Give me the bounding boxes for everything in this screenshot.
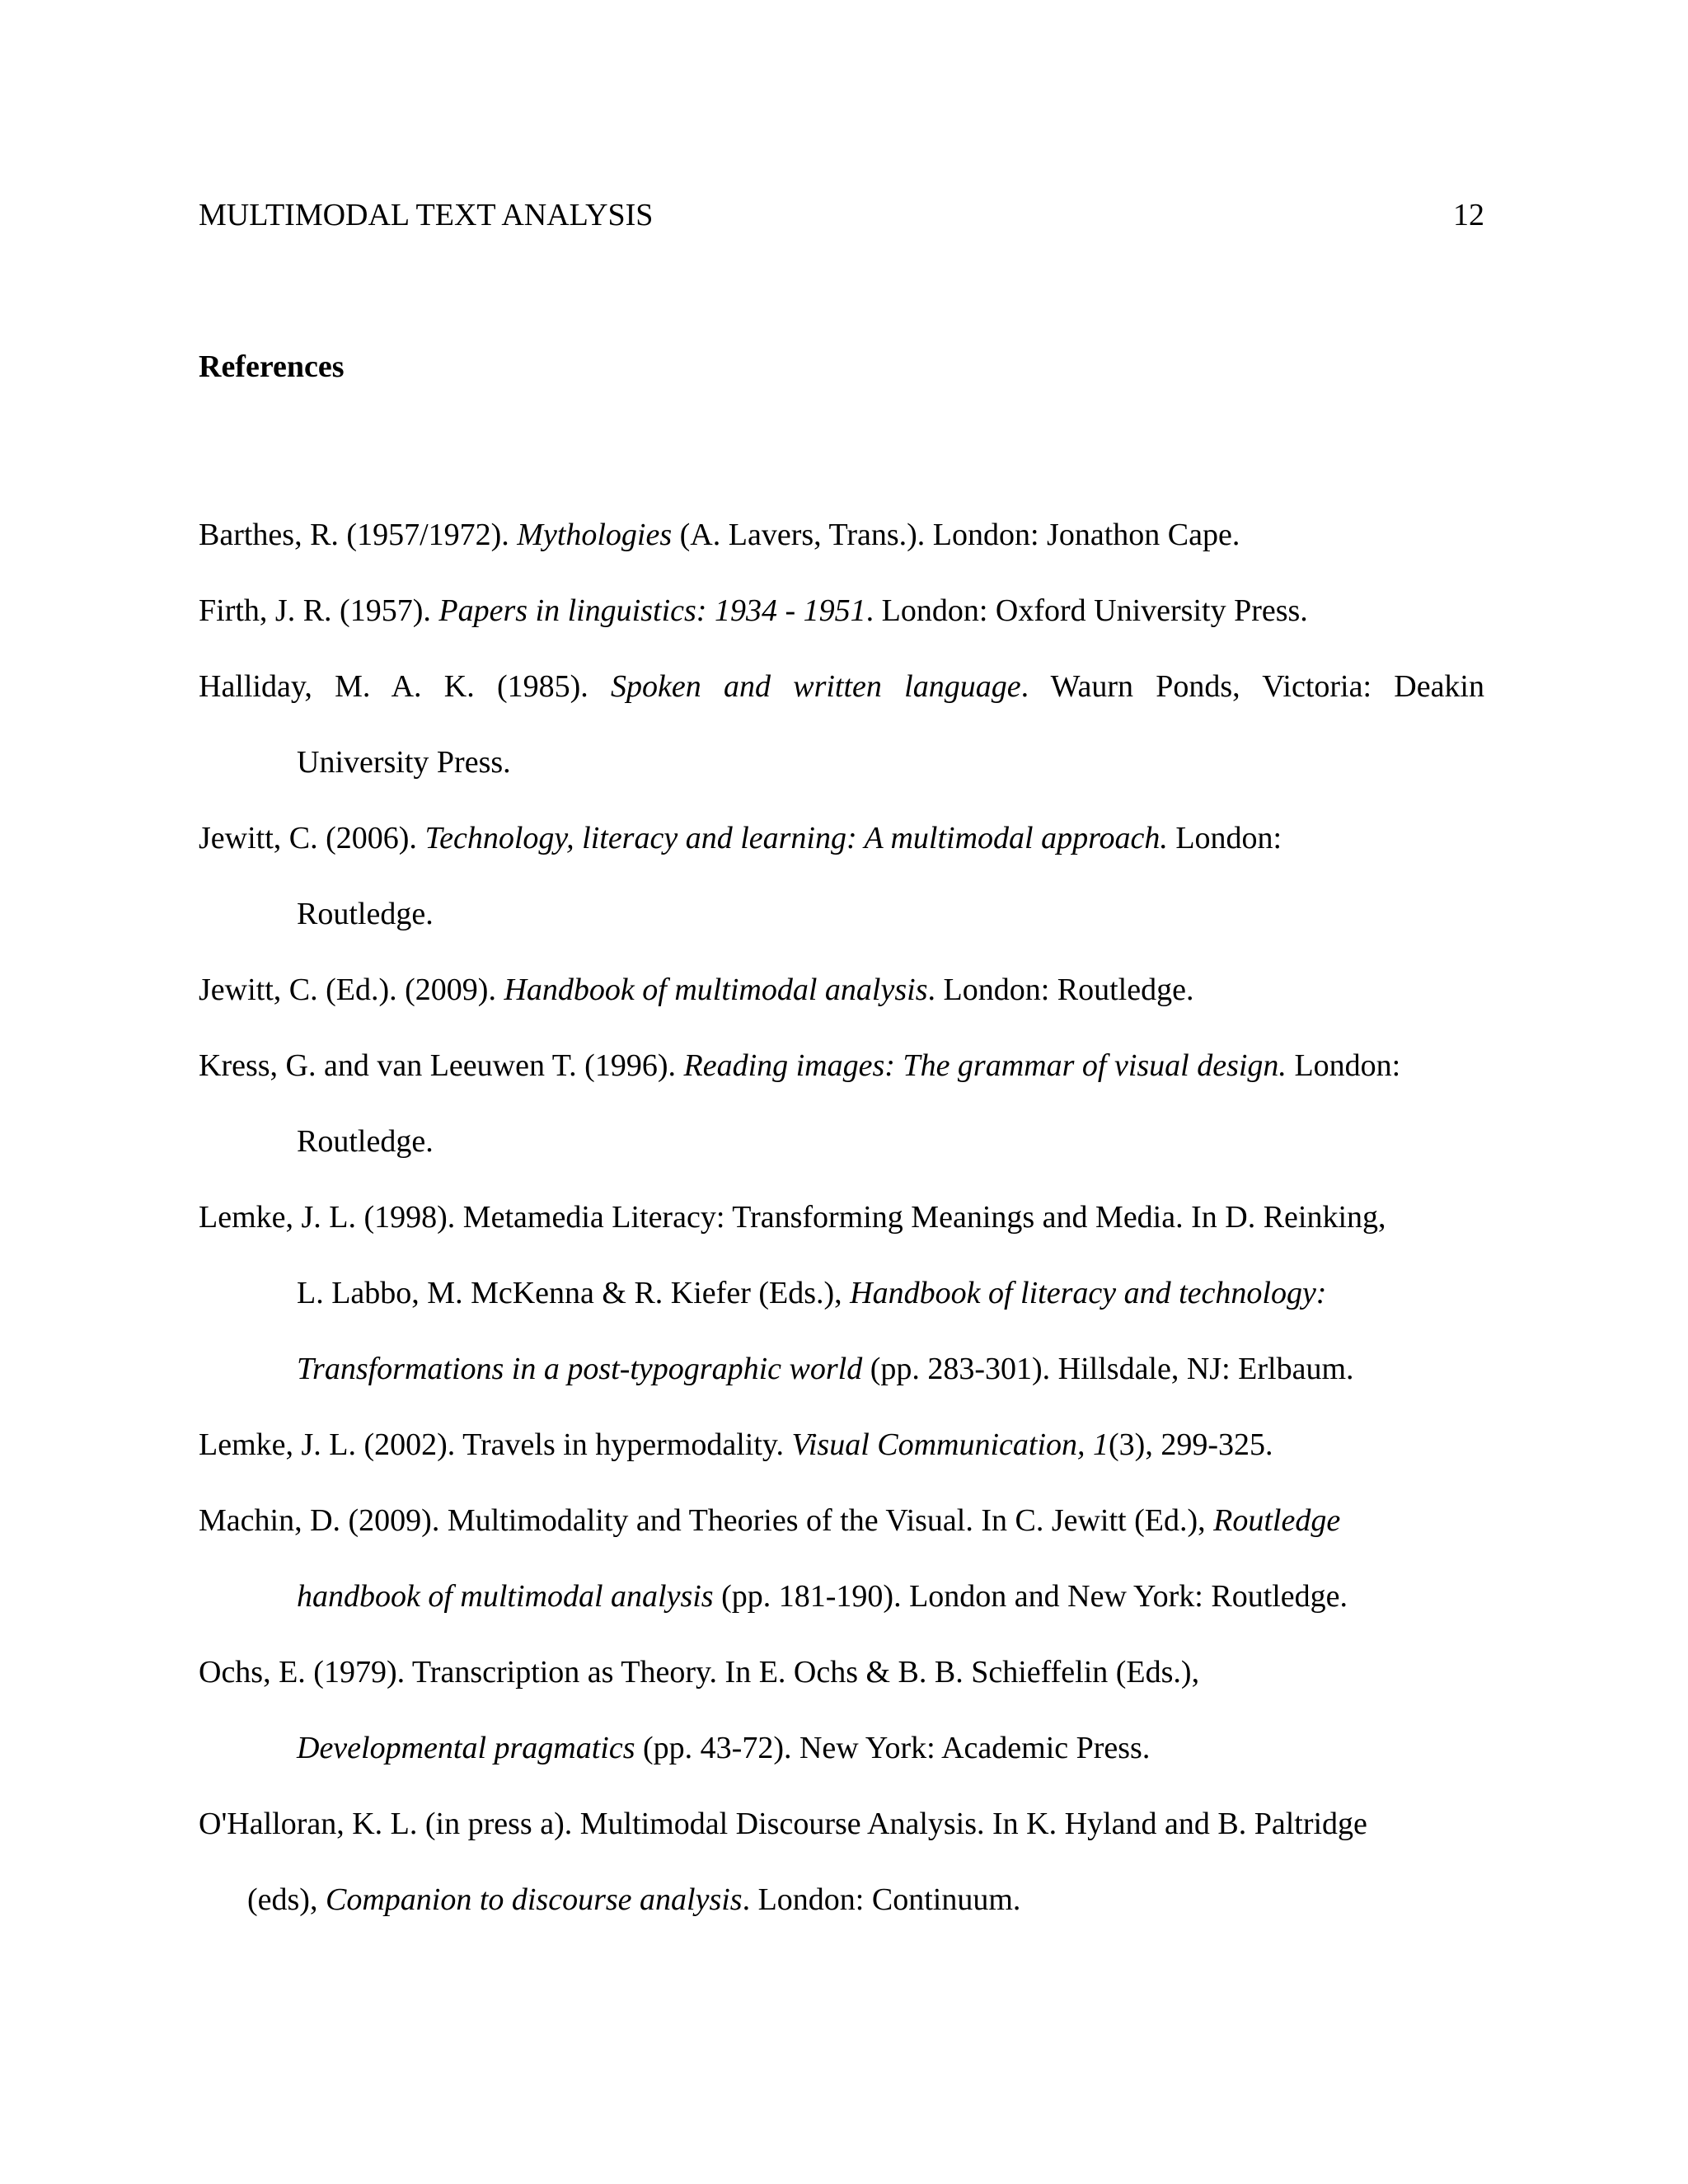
reference-continuation-line	[199, 876, 1484, 952]
reference-entry	[199, 1179, 1484, 1407]
reference-line	[199, 1028, 1484, 1104]
page-number: 12	[1453, 198, 1484, 232]
reference-line	[199, 1634, 1484, 1710]
reference-continuation-line	[199, 1331, 1484, 1407]
reference-continuation-line	[199, 1255, 1484, 1331]
reference-title-italic: Developmental pragmatics	[297, 1731, 635, 1765]
reference-text: L. Labbo, M. McKenna & R. Kiefer (Eds.),	[297, 1276, 851, 1310]
reference-text: (A. Lavers, Trans.). London: Jonathon Cape.	[672, 518, 1240, 552]
reference-text: London:	[1286, 1048, 1401, 1083]
reference-text: (pp. 283-301). Hillsdale, NJ: Erlbaum.	[862, 1352, 1354, 1386]
reference-text: Routledge.	[297, 897, 434, 931]
reference-title-italic: handbook of multimodal analysis	[297, 1579, 714, 1614]
reference-entry	[199, 1483, 1484, 1634]
reference-entry	[199, 800, 1484, 952]
reference-title-italic: Papers in linguistics: 1934 - 1951	[438, 593, 866, 628]
reference-title-italic: Spoken and written language	[611, 669, 1021, 704]
reference-text: Jewitt, C. (2006).	[199, 821, 425, 855]
reference-title-italic: Companion to discourse analysis	[325, 1882, 743, 1917]
reference-text: (eds),	[247, 1882, 326, 1917]
reference-entry	[199, 1407, 1484, 1483]
reference-continuation-line	[199, 724, 1484, 800]
reference-text: Kress, G. and van Leeuwen T. (1996).	[199, 1048, 684, 1083]
reference-list	[199, 497, 1484, 1938]
reference-text: (pp. 43-72). New York: Academic Press.	[635, 1731, 1151, 1765]
reference-text: Lemke, J. L. (2002). Travels in hypermodality.	[199, 1427, 792, 1462]
reference-line	[199, 1407, 1484, 1483]
reference-line	[199, 800, 1484, 876]
reference-text: Barthes, R. (1957/1972).	[199, 518, 518, 552]
running-title: MULTIMODAL TEXT ANALYSIS	[199, 198, 654, 232]
reference-text: . London: Routledge.	[927, 972, 1194, 1007]
reference-text: Machin, D. (2009). Multimodality and Theories of the Visual. In C. Jewitt (Ed.),	[199, 1503, 1214, 1538]
reference-line	[199, 1786, 1484, 1862]
reference-line	[199, 649, 1484, 724]
reference-text: (pp. 181-190). London and New York: Routledge.	[713, 1579, 1348, 1614]
reference-text: . London: Oxford University Press.	[865, 593, 1308, 628]
reference-title-italic: Reading images: The grammar of visual design.	[683, 1048, 1287, 1083]
reference-text: Firth, J. R. (1957).	[199, 593, 439, 628]
reference-text: Ochs, E. (1979). Transcription as Theory. In E. Ochs & B. B. Schieffelin (Eds.),	[199, 1655, 1200, 1690]
reference-text: Routledge.	[297, 1124, 434, 1159]
reference-title-italic: Transformations in a post-typographic world	[297, 1352, 863, 1386]
reference-title-italic: Visual Communication, 1	[791, 1427, 1109, 1462]
reference-line	[199, 952, 1484, 1028]
reference-text: . Waurn Ponds, Victoria: Deakin	[1020, 669, 1484, 704]
reference-entry	[199, 1634, 1484, 1786]
reference-title-italic: Handbook of literacy and technology:	[850, 1276, 1327, 1310]
reference-continuation-line	[199, 1710, 1484, 1786]
reference-text: Lemke, J. L. (1998). Metamedia Literacy: Transforming Meanings and Media. In D. Reinking,	[199, 1200, 1386, 1235]
reference-continuation-line	[199, 1862, 1484, 1938]
reference-line	[199, 497, 1484, 573]
reference-title-italic: Routledge	[1213, 1503, 1341, 1538]
reference-title-italic: Mythologies	[517, 518, 673, 552]
reference-text: London:	[1167, 821, 1282, 855]
reference-continuation-line	[199, 1104, 1484, 1179]
reference-entry	[199, 1028, 1484, 1179]
reference-text: Halliday, M. A. K. (1985).	[199, 669, 612, 704]
reference-line	[199, 1483, 1484, 1558]
reference-text: O'Halloran, K. L. (in press a). Multimodal Discourse Analysis. In K. Hyland and B. Paltridge	[199, 1807, 1367, 1841]
references-heading: References	[199, 349, 345, 384]
reference-text: . London: Continuum.	[742, 1882, 1021, 1917]
reference-title-italic: Handbook of multimodal analysis	[504, 972, 928, 1007]
reference-entry	[199, 1786, 1484, 1938]
running-head	[199, 194, 1484, 236]
reference-entry	[199, 952, 1484, 1028]
reference-line	[199, 1179, 1484, 1255]
reference-text: University Press.	[297, 745, 511, 780]
reference-entry	[199, 649, 1484, 800]
reference-title-italic: Technology, literacy and learning: A multimodal approach.	[424, 821, 1168, 855]
reference-entry	[199, 497, 1484, 573]
reference-text: Jewitt, C. (Ed.). (2009).	[199, 972, 504, 1007]
reference-text: (3), 299-325.	[1109, 1427, 1273, 1462]
reference-continuation-line	[199, 1558, 1484, 1634]
reference-line	[199, 573, 1484, 649]
reference-entry	[199, 573, 1484, 649]
